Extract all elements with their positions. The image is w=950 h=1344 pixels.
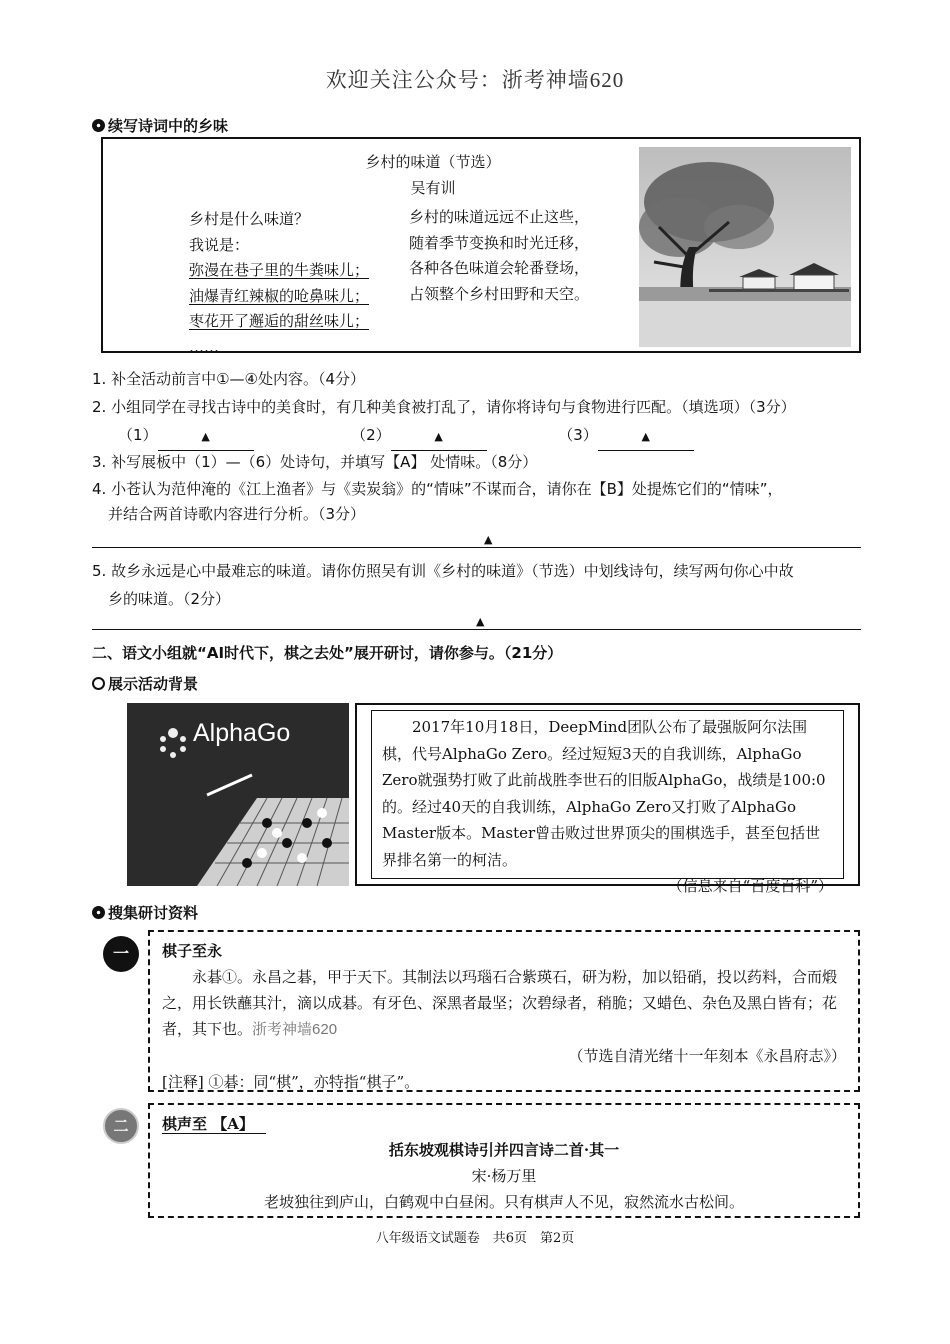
- watermark-text: 浙考神墙620: [252, 1021, 338, 1038]
- material-2-title: [162, 1111, 846, 1137]
- material-2-title-text: 棋声至 【A】: [162, 1115, 266, 1134]
- badge-one-label: 一: [112, 944, 129, 963]
- answer-blank-1[interactable]: [158, 422, 254, 451]
- village-painting-image: [639, 147, 851, 347]
- answer-blank-3[interactable]: [598, 422, 694, 451]
- poem-line-ellipsis: ……: [189, 337, 219, 356]
- poem-title: 乡村的味道（节选）: [365, 153, 501, 171]
- section-heading-poem-text: 续写诗词中的乡味: [108, 117, 229, 135]
- background-source: （信息来自“百度百科”）: [667, 877, 833, 895]
- answer-line-q5[interactable]: [92, 629, 861, 630]
- part2-heading: 二、语文小组就“AI时代下，棋之去处”展开研讨，请你参与。（21分）: [92, 644, 563, 662]
- material-2-poem-text: 老坡独往到庐山，白鹤观中白昼闲。只有棋声人不见，寂然流水古松间。: [263, 1193, 744, 1211]
- question-2-blanks: [118, 422, 718, 451]
- question-1: 1. 补全活动前言中①—④处内容。（4分）: [92, 370, 366, 388]
- triangle-icon: ▲: [641, 430, 650, 443]
- badge-one-icon: [103, 936, 139, 972]
- background-text: 2017年10月18日，DeepMind团队公布了最强版阿尔法围棋，代号AlphaGo Zero。经过短短3天的自我训练，AlphaGo Zero就强势打败了此前战胜李世石的旧版AlphaGo，战绩是100:0的。经过40天的自我训练，AlphaGo Zero又打败了AlphaGo Master版本。Master曾击败过世界顶尖的围棋选手，甚至包括世界排名第一的柯洁。: [382, 718, 826, 869]
- answer-blank-2[interactable]: [391, 422, 487, 451]
- triangle-icon: ▲: [434, 430, 443, 443]
- section-heading-collect: [92, 902, 198, 923]
- background-info-box: [355, 703, 860, 895]
- bullet-circle-icon: [92, 906, 105, 919]
- question-5-line2: 乡的味道。（2分）: [108, 590, 231, 608]
- poem-line: 各种各色味道会轮番登场，: [409, 259, 590, 277]
- material-2-poem-title: 括东坡观棋诗引并四言诗二首·其一: [388, 1141, 620, 1159]
- poem-line: 占领整个乡村田野和天空。: [409, 284, 590, 303]
- poem-author: 吴有训: [410, 179, 456, 197]
- material-1-body: 永碁①。永昌之碁，甲于天下。其制法以玛瑙石合紫瑛石，研为粉，加以铅硝，投以药料，合而煅之，用长铁蘸其汁，滴以成碁。有牙色、深黑者最坚；次碧绿者，稍脆；又蜡色、杂色及黑白皆有；花者，其下也。: [162, 968, 838, 1038]
- question-4-line2: 并结合两首诗歌内容进行分析。（3分）: [108, 505, 366, 523]
- poem-box: [101, 137, 861, 356]
- question-4-line1: 4. 小苍认为范仲淹的《江上渔者》与《卖炭翁》的“情味”不谋而合，请你在【B】处提炼它们的“情味”，: [92, 480, 783, 498]
- section-heading-background-text: 展示活动背景: [108, 675, 199, 693]
- alphago-logo-text: AlphaGo: [193, 719, 291, 747]
- poem-line: 我说是：: [189, 235, 250, 254]
- material-1-text: [162, 964, 846, 1043]
- material-1-note: [注释] ①碁：同“棋”，亦特指“棋子”。: [162, 1073, 420, 1091]
- question-5-line1: 5. 故乡永远是心中最难忘的味道。请你仿照吴有训《乡村的味道》（节选）中划线诗句，续写两句你心中故: [92, 562, 794, 580]
- material-1-source: （节选自清光绪十一年刻本《永昌府志》）: [568, 1047, 846, 1065]
- material-2-box: [148, 1103, 860, 1218]
- poem-line: 随着季节变换和时光迁移，: [409, 233, 590, 252]
- section-heading-poem: [92, 115, 228, 136]
- poem-line-underlined: 弥漫在巷子里的牛粪味儿；: [189, 261, 370, 279]
- material-2-poem-author: 宋·杨万里: [471, 1167, 537, 1185]
- badge-two-icon: [103, 1108, 139, 1144]
- question-2: 2. 小组同学在寻找古诗中的美食时，有几种美食被打乱了，请你将诗句与食物进行匹配。（填选项）（3分）: [92, 398, 796, 416]
- bullet-circle-icon: [92, 677, 105, 690]
- page-footer: 八年级语文试题卷 共6页 第2页: [375, 1231, 575, 1246]
- poem-line-underlined: 枣花开了邂逅的甜丝味儿；: [189, 312, 370, 330]
- material-1-box: [148, 930, 860, 1092]
- question-3: 3. 补写展板中（1）—（6）处诗句，并填写【A】 处情味。（8分）: [92, 453, 538, 471]
- bullet-circle-icon: [92, 119, 105, 132]
- section-heading-collect-text: 搜集研讨资料: [108, 904, 199, 922]
- poem-line-underlined: 油爆青红辣椒的呛鼻味儿；: [189, 286, 370, 305]
- section-heading-background: [92, 673, 198, 694]
- triangle-icon: ▲: [476, 615, 485, 628]
- poem-right-column: [409, 205, 589, 307]
- poem-left-column: [189, 207, 369, 360]
- triangle-icon: ▲: [201, 430, 210, 443]
- badge-two-label: 二: [113, 1117, 129, 1135]
- poem-line: 乡村的味道远远不止这些，: [409, 208, 590, 226]
- poem-line: 乡村是什么味道？: [189, 210, 310, 228]
- blank-label: （2）: [351, 426, 391, 444]
- alphago-image: [127, 703, 349, 886]
- triangle-icon: ▲: [484, 533, 493, 546]
- page-header-title: 欢迎关注公众号：浙考神墙620: [325, 68, 625, 92]
- material-1-title: 棋子至永: [162, 942, 223, 960]
- answer-line-q4[interactable]: [92, 547, 861, 548]
- blank-label: （3）: [558, 426, 598, 444]
- blank-label: （1）: [118, 426, 158, 444]
